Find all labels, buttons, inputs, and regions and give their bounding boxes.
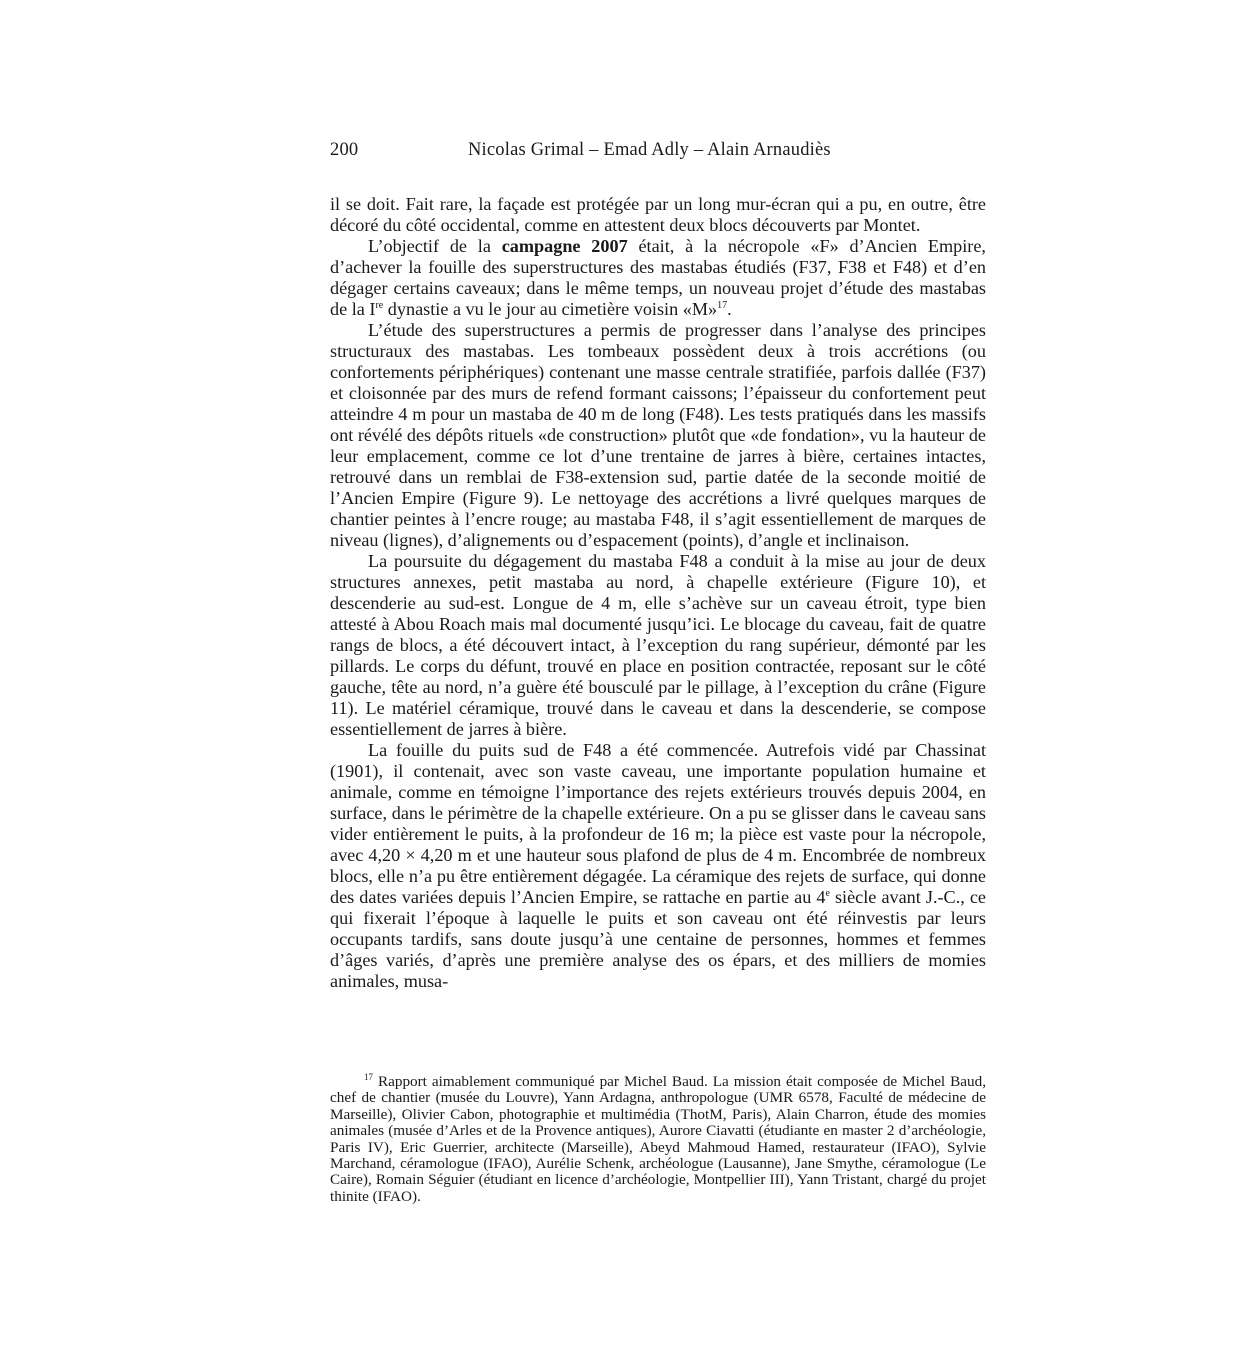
paragraph-1: il se doit. Fait rare, la façade est protégée par un long mur-écran qui a pu, en outre, être décoré du côté occidental, comme en attestent deux blocs découverts par Montet.	[330, 194, 986, 235]
page-content	[330, 140, 986, 992]
century-superscript: e	[825, 887, 830, 899]
paragraph-2	[330, 236, 986, 320]
footnote-number: 17	[364, 1071, 373, 1082]
paragraph-2-text-a: L’objectif de la	[368, 236, 502, 256]
paragraph-4: La poursuite du dégagement du mastaba F48 a conduit à la mise au jour de deux structures annexes, petit mastaba au nord, à chapelle extérieure (Figure 10), et descenderie au sud-est. Longue de 4 m, elle s’achève sur un caveau étroit, type bien attesté à Abou Roach mais mal documenté jusqu’ici. Le blocage du caveau, fait de quatre rangs de blocs, a été découvert intact, à l’exception du rang supérieur, démonté par les pillards. Le corps du défunt, trouvé en place en position contractée, reposant sur le côté gauche, tête au nord, n’a guère été bousculé par le pillage, à l’exception du crâne (Figure 11). Le matériel céramique, trouvé dans le caveau et dans la descenderie, se compose essentiellement de jarres à bière.	[330, 551, 986, 739]
campaign-year-bold: campagne 2007	[501, 236, 628, 256]
paragraph-2-text-d: .	[727, 299, 732, 319]
paragraph-5-text-a: La fouille du puits sud de F48 a été commencée. Autrefois vidé par Chassinat (1901), il contenait, avec son vaste caveau, une importante population humaine et animale, comme en témoigne l’importance des rejets extérieurs trouvés depuis 2004, en surface, dans le périmètre de la chapelle extérieure. On a pu se glisser dans le caveau sans vider entièrement le puits, à la profondeur de 16 m; la pièce est vaste pour la nécropole, avec 4,20 × 4,20 m et une hauteur sous plafond de plus de 4 m. Encombrée de nombreux blocs, elle n’a pu être entièrement dégagée. La céramique des rejets de surface, qui donne des dates variées depuis l’Ancien Empire, se rattache en partie au 4	[330, 740, 986, 907]
running-header	[330, 140, 986, 174]
paragraph-2-text-b: était, à la nécropole «F» d’Ancien Empire, d’achever la fouille des superstructures des mastabas étudiés (F37, F38 et F48) et d’en dégager certains caveaux; dans le même temps, un nouveau projet d’étude des mastabas de la I	[330, 236, 986, 319]
running-header-authors: Nicolas Grimal – Emad Adly – Alain Arnaudiès	[468, 140, 831, 160]
ordinal-superscript: re	[375, 299, 384, 311]
article-body	[330, 194, 986, 992]
paragraph-5	[330, 740, 986, 992]
footnote-text: Rapport aimablement communiqué par Michel Baud. La mission était composée de Michel Baud, chef de chantier (musée du Louvre), Yann Ardagna, anthropologue (UMR 6578, Faculté de médecine de Marseille), Olivier Cabon, photographie et multimédia (ThotM, Paris), Alain Charron, étude des momies animales (musée d’Arles et de la Provence antiques), Aurore Ciavatti (étudiante en master 2 d’archéologie, Paris IV), Eric Guerrier, architecte (Marseille), Abeyd Mahmoud Hamed, restaurateur (IFAO), Sylvie Marchand, céramologue (IFAO), Aurélie Schenk, archéologue (Lausanne), Jane Smythe, céramologue (Le Caire), Romain Séguier (étudiant en licence d’archéologie, Montpellier III), Yann Tristant, chargé du projet thinite (IFAO).	[330, 1073, 986, 1205]
footnote-reference: 17	[717, 299, 728, 311]
paragraph-5-text-b: siècle avant J.-C., ce qui fixerait l’époque à laquelle le puits et son caveau ont été réinvestis par leurs occupants tardifs, sans doute jusqu’à une centaine de personnes, hommes et femmes d’âges variés, d’après une première analyse des os épars, et des milliers de momies animales, musa-	[330, 887, 986, 991]
paragraph-3: L’étude des superstructures a permis de progresser dans l’analyse des principes structuraux des mastabas. Les tombeaux possèdent deux à trois accrétions (ou confortements périphériques) contenant une masse centrale stratifiée, parfois dallée (F37) et cloisonnée par des murs de refend formant caissons; l’épaisseur du confortement peut atteindre 4 m pour un mastaba de 40 m de long (F48). Les tests pratiqués dans les massifs ont révélé des dépôts rituels «de construction» plutôt que «de fondation», vu la hauteur de leur emplacement, comme ce lot d’une trentaine de jarres à bière, certaines intactes, retrouvé dans un remblai de F38-extension sud, partie datée de la seconde moitié de l’Ancien Empire (Figure 9). Le nettoyage des accrétions a livré quelques marques de chantier peintes à l’encre rouge; au mastaba F48, il s’agit essentiellement de marques de niveau (lignes), d’alignements ou d’espacement (points), d’angle et inclinaison.	[330, 320, 986, 550]
footnotes	[330, 1071, 986, 1205]
footnote-17	[330, 1071, 986, 1205]
page-number: 200	[330, 140, 359, 160]
paragraph-2-text-c: dynastie a vu le jour au cimetière voisin «M»	[383, 299, 718, 319]
